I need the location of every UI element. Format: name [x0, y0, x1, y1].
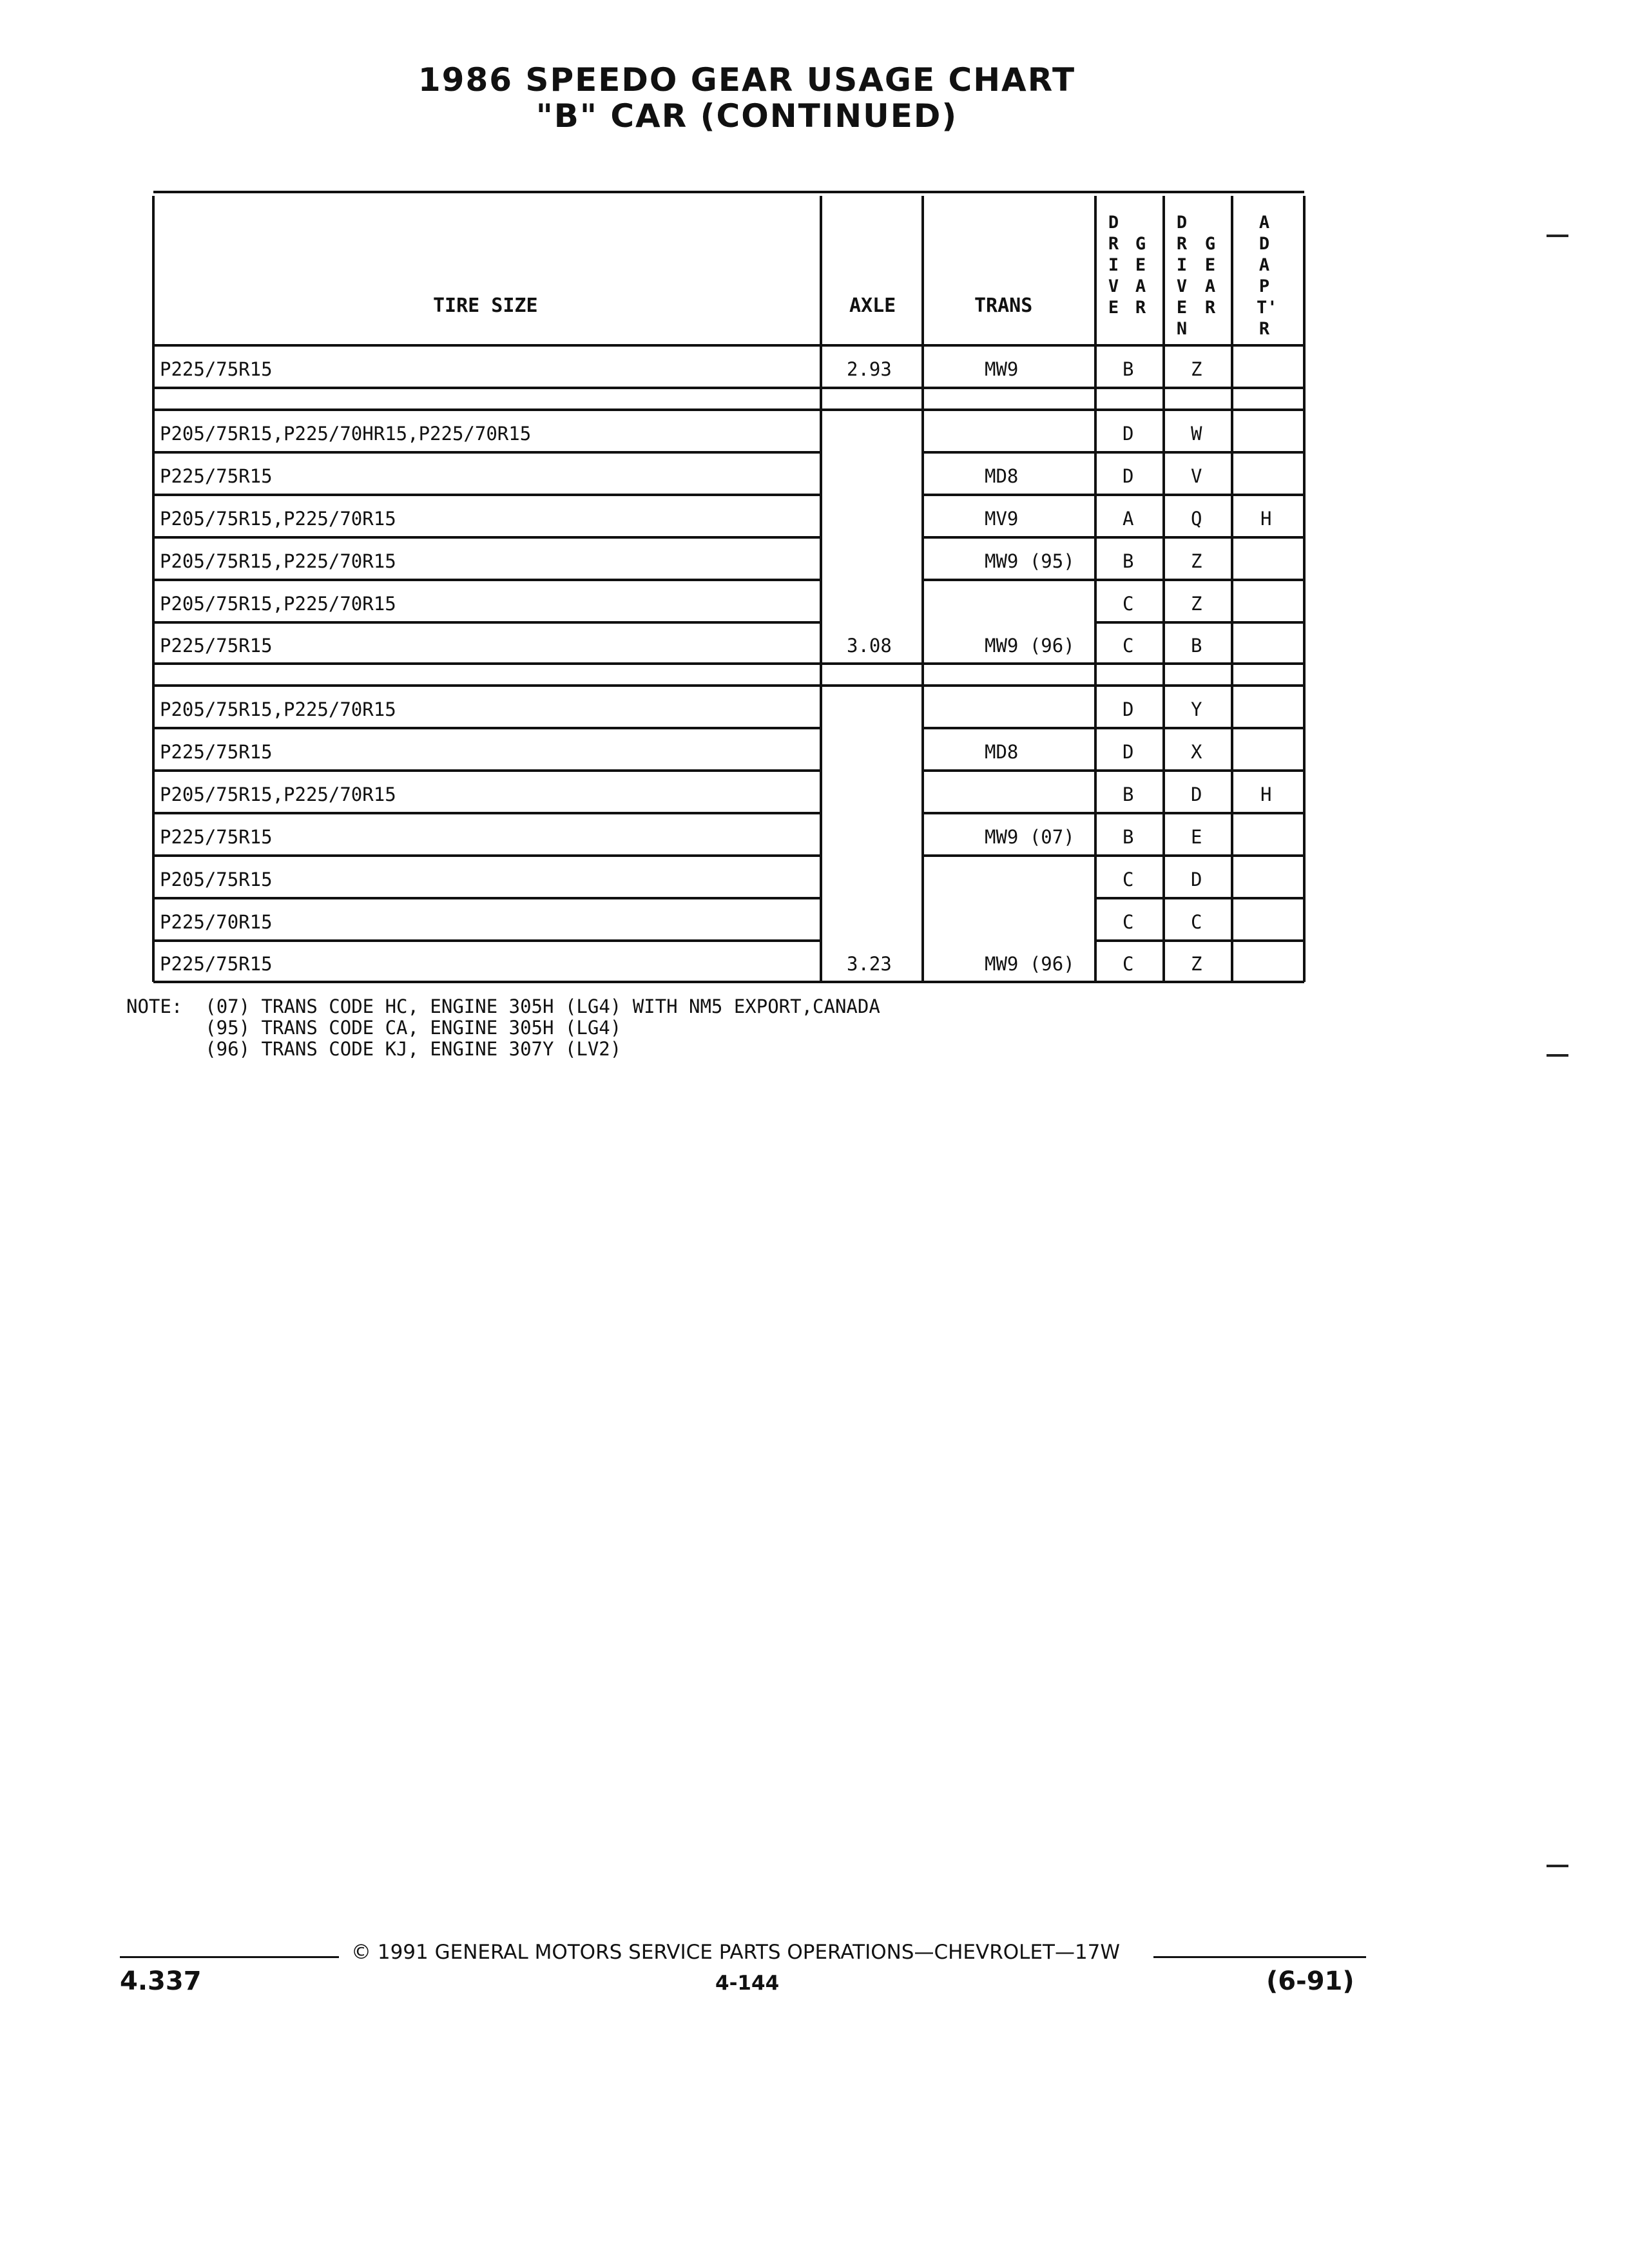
adapter-cell: H [1260, 783, 1272, 805]
drive-gear-cell: C [1123, 593, 1134, 615]
footer-rule-right [1153, 1956, 1366, 1958]
title-line-2: "B" CAR (CONTINUED) [535, 97, 958, 135]
header-drive-gear-letter: G [1135, 234, 1146, 254]
tire-size-cell: P205/75R15,P225/70R15 [160, 698, 396, 720]
drive-gear-cell: B [1123, 783, 1134, 805]
header-driven-gear-letter: G [1204, 234, 1216, 254]
drive-gear-cell: D [1123, 423, 1134, 445]
trans-cell: MV9 [985, 508, 1019, 530]
drive-gear-cell: D [1123, 698, 1134, 720]
header-adapter-letter: A [1258, 213, 1270, 233]
footer-section-number: 4.337 [120, 1966, 202, 1996]
tire-size-cell: P225/75R15 [160, 826, 273, 848]
driven-gear-cell: C [1191, 911, 1202, 933]
header-driven-gear-letter: R [1204, 298, 1216, 318]
title-line-1: 1986 SPEEDO GEAR USAGE CHART [418, 61, 1076, 99]
tire-size-cell: P205/75R15,P225/70R15 [160, 783, 396, 805]
header-drive-letter: I [1108, 255, 1119, 275]
driven-gear-cell: D [1191, 869, 1202, 890]
note-line-1: (07) TRANS CODE HC, ENGINE 305H (LG4) WITH NM5 EXPORT,CANADA [205, 995, 880, 1017]
header-drive-gear-letter: R [1135, 298, 1146, 318]
footer-copyright: © 1991 GENERAL MOTORS SERVICE PARTS OPERATIONS—CHEVROLET—17W [351, 1941, 1121, 1964]
header-driven-letter: R [1176, 234, 1188, 254]
note-line-2: (95) TRANS CODE CA, ENGINE 305H (LG4) [205, 1017, 622, 1039]
header-drive-gear-letter: E [1135, 255, 1146, 275]
tire-size-cell: P225/75R15 [160, 741, 273, 763]
tire-size-cell: P225/75R15 [160, 953, 273, 975]
header-adapter-letter: P [1258, 276, 1270, 296]
header-tire-size: TIRE SIZE [433, 294, 538, 317]
header-adapter-letter: D [1258, 234, 1270, 254]
header-driven-gear-letter: A [1204, 276, 1216, 296]
tire-size-cell: P205/75R15,P225/70R15 [160, 593, 396, 615]
driven-gear-cell: Z [1191, 593, 1202, 615]
tire-size-cell: P225/75R15 [160, 635, 273, 657]
drive-gear-cell: C [1123, 953, 1134, 975]
footer-page-number: 4-144 [715, 1972, 780, 1995]
tire-size-cell: P225/70R15 [160, 911, 273, 933]
header-axle: AXLE [849, 294, 896, 317]
drive-gear-cell: B [1123, 826, 1134, 848]
tire-size-cell: P225/75R15 [160, 465, 273, 487]
drive-gear-cell: C [1123, 911, 1134, 933]
driven-gear-cell: Z [1191, 550, 1202, 572]
driven-gear-cell: E [1191, 826, 1202, 848]
note-line-3: (96) TRANS CODE KJ, ENGINE 307Y (LV2) [205, 1038, 622, 1060]
tire-size-cell: P225/75R15 [160, 358, 273, 380]
tire-size-cell: P205/75R15,P225/70R15 [160, 508, 396, 530]
axle-cell: 3.23 [847, 953, 892, 975]
header-trans: TRANS [974, 294, 1033, 317]
axle-cell: 2.93 [847, 358, 892, 380]
tire-size-cell: P205/75R15 [160, 869, 273, 890]
driven-gear-cell: W [1191, 423, 1202, 445]
drive-gear-cell: B [1123, 358, 1134, 380]
trans-cell: MW9 (96) [985, 635, 1075, 657]
drive-gear-cell: C [1123, 635, 1134, 657]
header-drive-letter: D [1108, 213, 1119, 233]
trans-cell: MW9 (95) [985, 550, 1075, 572]
note [126, 996, 880, 1060]
header-adapter-letter: A [1258, 255, 1270, 275]
header-driven-letter: D [1176, 213, 1188, 233]
margin-mark [1547, 235, 1568, 237]
header-drive-letter: R [1108, 234, 1119, 254]
drive-gear-cell: B [1123, 550, 1134, 572]
footer-rule-left [120, 1956, 339, 1958]
axle-cell: 3.08 [847, 635, 892, 657]
footer-date: (6-91) [1266, 1966, 1354, 1996]
trans-cell: MW9 (07) [985, 826, 1075, 848]
header-driven-letter: V [1176, 276, 1188, 296]
driven-gear-cell: Z [1191, 358, 1202, 380]
trans-cell: MW9 (96) [985, 953, 1075, 975]
header-adapter-letter: R [1258, 319, 1270, 339]
driven-gear-cell: X [1191, 741, 1202, 763]
drive-gear-cell: A [1123, 508, 1134, 530]
drive-gear-cell: D [1123, 741, 1134, 763]
driven-gear-cell: Y [1191, 698, 1202, 720]
header-adapter-letter: T' [1257, 298, 1278, 318]
header-driven-gear-letter: E [1204, 255, 1216, 275]
header-drive-letter: E [1108, 298, 1119, 318]
trans-cell: MD8 [985, 741, 1019, 763]
note-label: NOTE: [126, 995, 183, 1017]
header-driven-letter: N [1176, 319, 1188, 339]
drive-gear-cell: C [1123, 869, 1134, 890]
margin-mark [1547, 1054, 1568, 1057]
driven-gear-cell: Z [1191, 953, 1202, 975]
tire-size-cell: P205/75R15,P225/70R15 [160, 550, 396, 572]
header-drive-letter: V [1108, 276, 1119, 296]
tire-size-cell: P205/75R15,P225/70HR15,P225/70R15 [160, 423, 532, 445]
adapter-cell: H [1260, 508, 1272, 530]
trans-cell: MD8 [985, 465, 1019, 487]
trans-cell: MW9 [985, 358, 1019, 380]
driven-gear-cell: Q [1191, 508, 1202, 530]
driven-gear-cell: D [1191, 783, 1202, 805]
driven-gear-cell: V [1191, 465, 1202, 487]
header-driven-letter: E [1176, 298, 1188, 318]
header-drive-gear-letter: A [1135, 276, 1146, 296]
driven-gear-cell: B [1191, 635, 1202, 657]
header-driven-letter: I [1176, 255, 1188, 275]
margin-mark [1547, 1865, 1568, 1867]
drive-gear-cell: D [1123, 465, 1134, 487]
